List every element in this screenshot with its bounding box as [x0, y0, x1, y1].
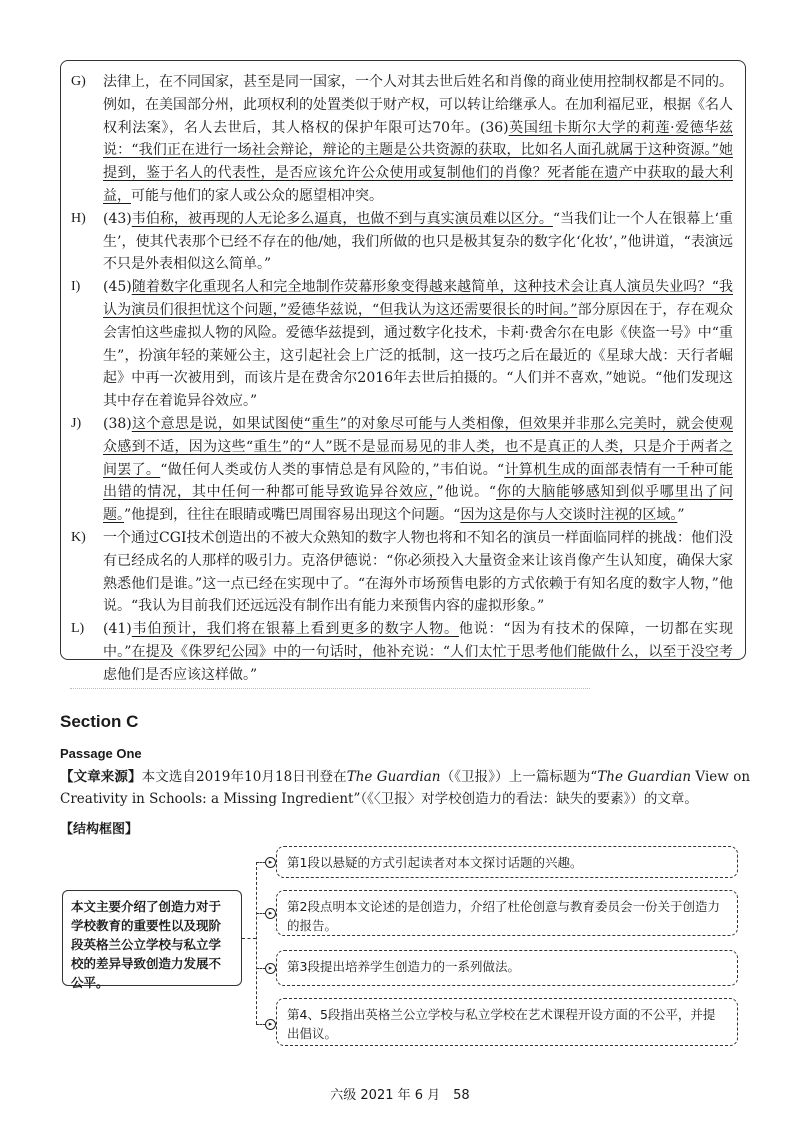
arrow-circle-icon: ▸ — [265, 963, 276, 974]
section-title: Section C — [60, 712, 139, 731]
text-run: (41) — [103, 621, 132, 638]
scan-noise — [70, 688, 590, 691]
paragraph — [71, 413, 733, 527]
arrow-circle-icon: ▸ — [265, 857, 276, 868]
underlined-text: 这个意思是说，如果试图使“重生”的对象尽可能与人类相像，但效果并非那么完美时，就会使观众感到不适，因为这些“重生”的“人”既不是显而易见的非人类，也不是真正的人类，只是介于两者之间罢了。 — [103, 415, 733, 478]
source-label: 【文章来源】 — [60, 769, 142, 785]
branch-paragraph-1: 第1段以悬疑的方式引起读者对本文探讨话题的兴趣。 — [276, 846, 738, 878]
text-run: 部分原因在于，存在观众会害怕这些虚拟人物的风险。爱德华兹提到，通过数字化技术，卡莉·费舍尔在电影《侠盗一号》中“重生”，扮演年轻的莱娅公主，这引起社会上广泛的抵制，这一技巧之后在最近的《星球大战：天行者崛起》中再一次被用到，而该片是在费舍尔2016年去世后拍摄的。“人们并不喜欢，”她说。“他们发现这其中存在着诡异谷效应。” — [103, 301, 733, 410]
paragraph-label: K) — [71, 529, 86, 545]
paragraph-text — [103, 618, 733, 686]
paragraph — [71, 208, 733, 276]
source-journal-1: The Guardian — [346, 769, 441, 785]
underlined-text: 随着数字化重现名人和完全地制作荧幕形象变得越来越简单，这种技术会让真人演员失业吗？“我认为演员们很担忧这个问题，”爱德华兹说，“但我认为这还需要很长的时间。” — [103, 279, 733, 318]
text-run: 可能与他们的家人或公众的愿望相冲突。 — [131, 187, 383, 204]
paragraph-label: J) — [71, 415, 82, 431]
text-run: ”他说。“ — [436, 484, 497, 501]
source-text-2: （《卫报》）上一篇标题为“ — [440, 769, 598, 785]
underlined-text: 因为这是你与人交谈时注视的区域。 — [460, 507, 678, 524]
source-text-3: View on Creativity in Schools: a Missing Ingredient”（《〈卫报〉对学校创造力的看法：缺失的要素》）的文章。 — [60, 769, 751, 807]
underlined-text: 英国纽卡斯尔大学的莉莲·爱德华兹说：“我们正在进行一场社会辩论，辩论的主题是公共资源的获取，比如名人面孔就属于这种资源。”她提到，鉴于名人的代表性，是否应该允许公众使用或复制他们的肖像？死者能在遗产中获取的最大利益， — [103, 119, 733, 204]
text-run: (43) — [103, 210, 132, 227]
paragraph-label: I) — [71, 279, 81, 295]
connector-trunk — [256, 862, 257, 1024]
underlined-text: 韦伯称，被再现的人无论多么逼真，也做不到与真实演员难以区分。 — [131, 210, 553, 227]
paragraph-text — [103, 276, 733, 413]
branch-paragraph-3: 第3段提出培养学生创造力的一系列做法。 — [276, 950, 738, 986]
paragraph — [71, 276, 733, 413]
text-run: (45) — [103, 279, 132, 296]
text-run: ” — [677, 507, 685, 524]
summary-box: 本文主要介绍了创造力对于学校教育的重要性以及现阶段英格兰公立学校与私立学校的差异导致创造力发展不公平。 — [62, 890, 242, 986]
text-run: “做任何人类或仿人类的事情总是有风险的，”韦伯说。“ — [160, 461, 505, 478]
arrow-circle-icon: ▸ — [265, 908, 276, 919]
paragraph-text — [103, 208, 733, 276]
text-run: ”他提到，往往在眼睛或嘴巴周围容易出现这个问题。“ — [124, 507, 461, 524]
paragraph — [71, 527, 733, 618]
source-journal-2: The Guardian — [597, 769, 692, 785]
structure-title: 【结构框图】 — [60, 822, 139, 837]
text-run: 法律上，在不同国家，甚至是同一国家，一个人对其去世后姓名和肖像的商业使用控制权都是不同的。例如，在美国部分州，此项权利的处置类似于财产权，可以转让给继承人。在加利福尼亚，根据《名人权利法案》，名人去世后，其人格权的保护年限可达70年。(36) — [103, 74, 733, 136]
article-source — [60, 766, 750, 810]
text-run: 他说：“因为有技术的保障，一切都在实现中。”在提及《侏罗纪公园》中的一句话时，他补充说：“人们太忙于思考他们能做什么，以至于没空考虑他们是否应该这样做。” — [103, 621, 733, 683]
branch-paragraph-2: 第2段点明本文论述的是创造力，介绍了杜伦创意与教育委员会一份关于创造力的报告。 — [276, 890, 738, 936]
paragraph-label: G) — [71, 74, 86, 89]
underlined-text: 你的大脑能够感知到似乎哪里出了问题。 — [103, 484, 733, 524]
paragraph-label: L) — [71, 621, 85, 637]
source-text-1: 本文选自2019年10月18日刊登在 — [141, 769, 347, 785]
passage-label: Passage One — [60, 746, 142, 761]
text-run: “当我们让一个人在银幕上‘重生’，使其代表那个已经不存在的他/她，我们所做的也只是极其复杂的数字化‘化妆’，”他讲道，“表演远不只是外表相似这么简单。” — [103, 210, 733, 273]
connector-main — [242, 938, 256, 939]
arrow-circle-icon: ▸ — [265, 1019, 276, 1030]
underlined-text: 计算机生成的面部表情有一千种可能出错的情况，其中任何一种都可能导致诡异谷效应， — [103, 461, 733, 501]
paragraph-text — [103, 413, 733, 527]
branch-paragraph-4-5: 第4、5段指出英格兰公立学校与私立学校在艺术课程开设方面的不公平，并提出倡议。 — [276, 998, 738, 1046]
underlined-text: 韦伯预计，我们将在银幕上看到更多的数字人物。 — [131, 621, 459, 638]
text-run: 一个通过CGI技术创造出的不被大众熟知的数字人物也将和不知名的演员一样面临同样的挑战：他们没有已经成名的人那样的吸引力。克洛伊德说：“你必须投入大量资金来让该肖像产生认知度，确保大家熟悉他们是谁。”这一点已经在实现中了。“在海外市场预售电影的方式依赖于有知名度的数字人物，”他说。“我认为目前我们还远远没有制作出有能力来预售内容的虚拟形象。” — [103, 529, 733, 615]
paragraph — [71, 618, 733, 686]
paragraph-text — [103, 71, 733, 208]
paragraph-text — [103, 527, 733, 618]
text-run: (38) — [103, 415, 132, 432]
paragraph — [71, 71, 733, 208]
paragraph-label: H) — [71, 210, 86, 226]
page-footer: 六级 2021 年 6 月 58 — [330, 1088, 470, 1103]
passage-box — [60, 60, 746, 683]
